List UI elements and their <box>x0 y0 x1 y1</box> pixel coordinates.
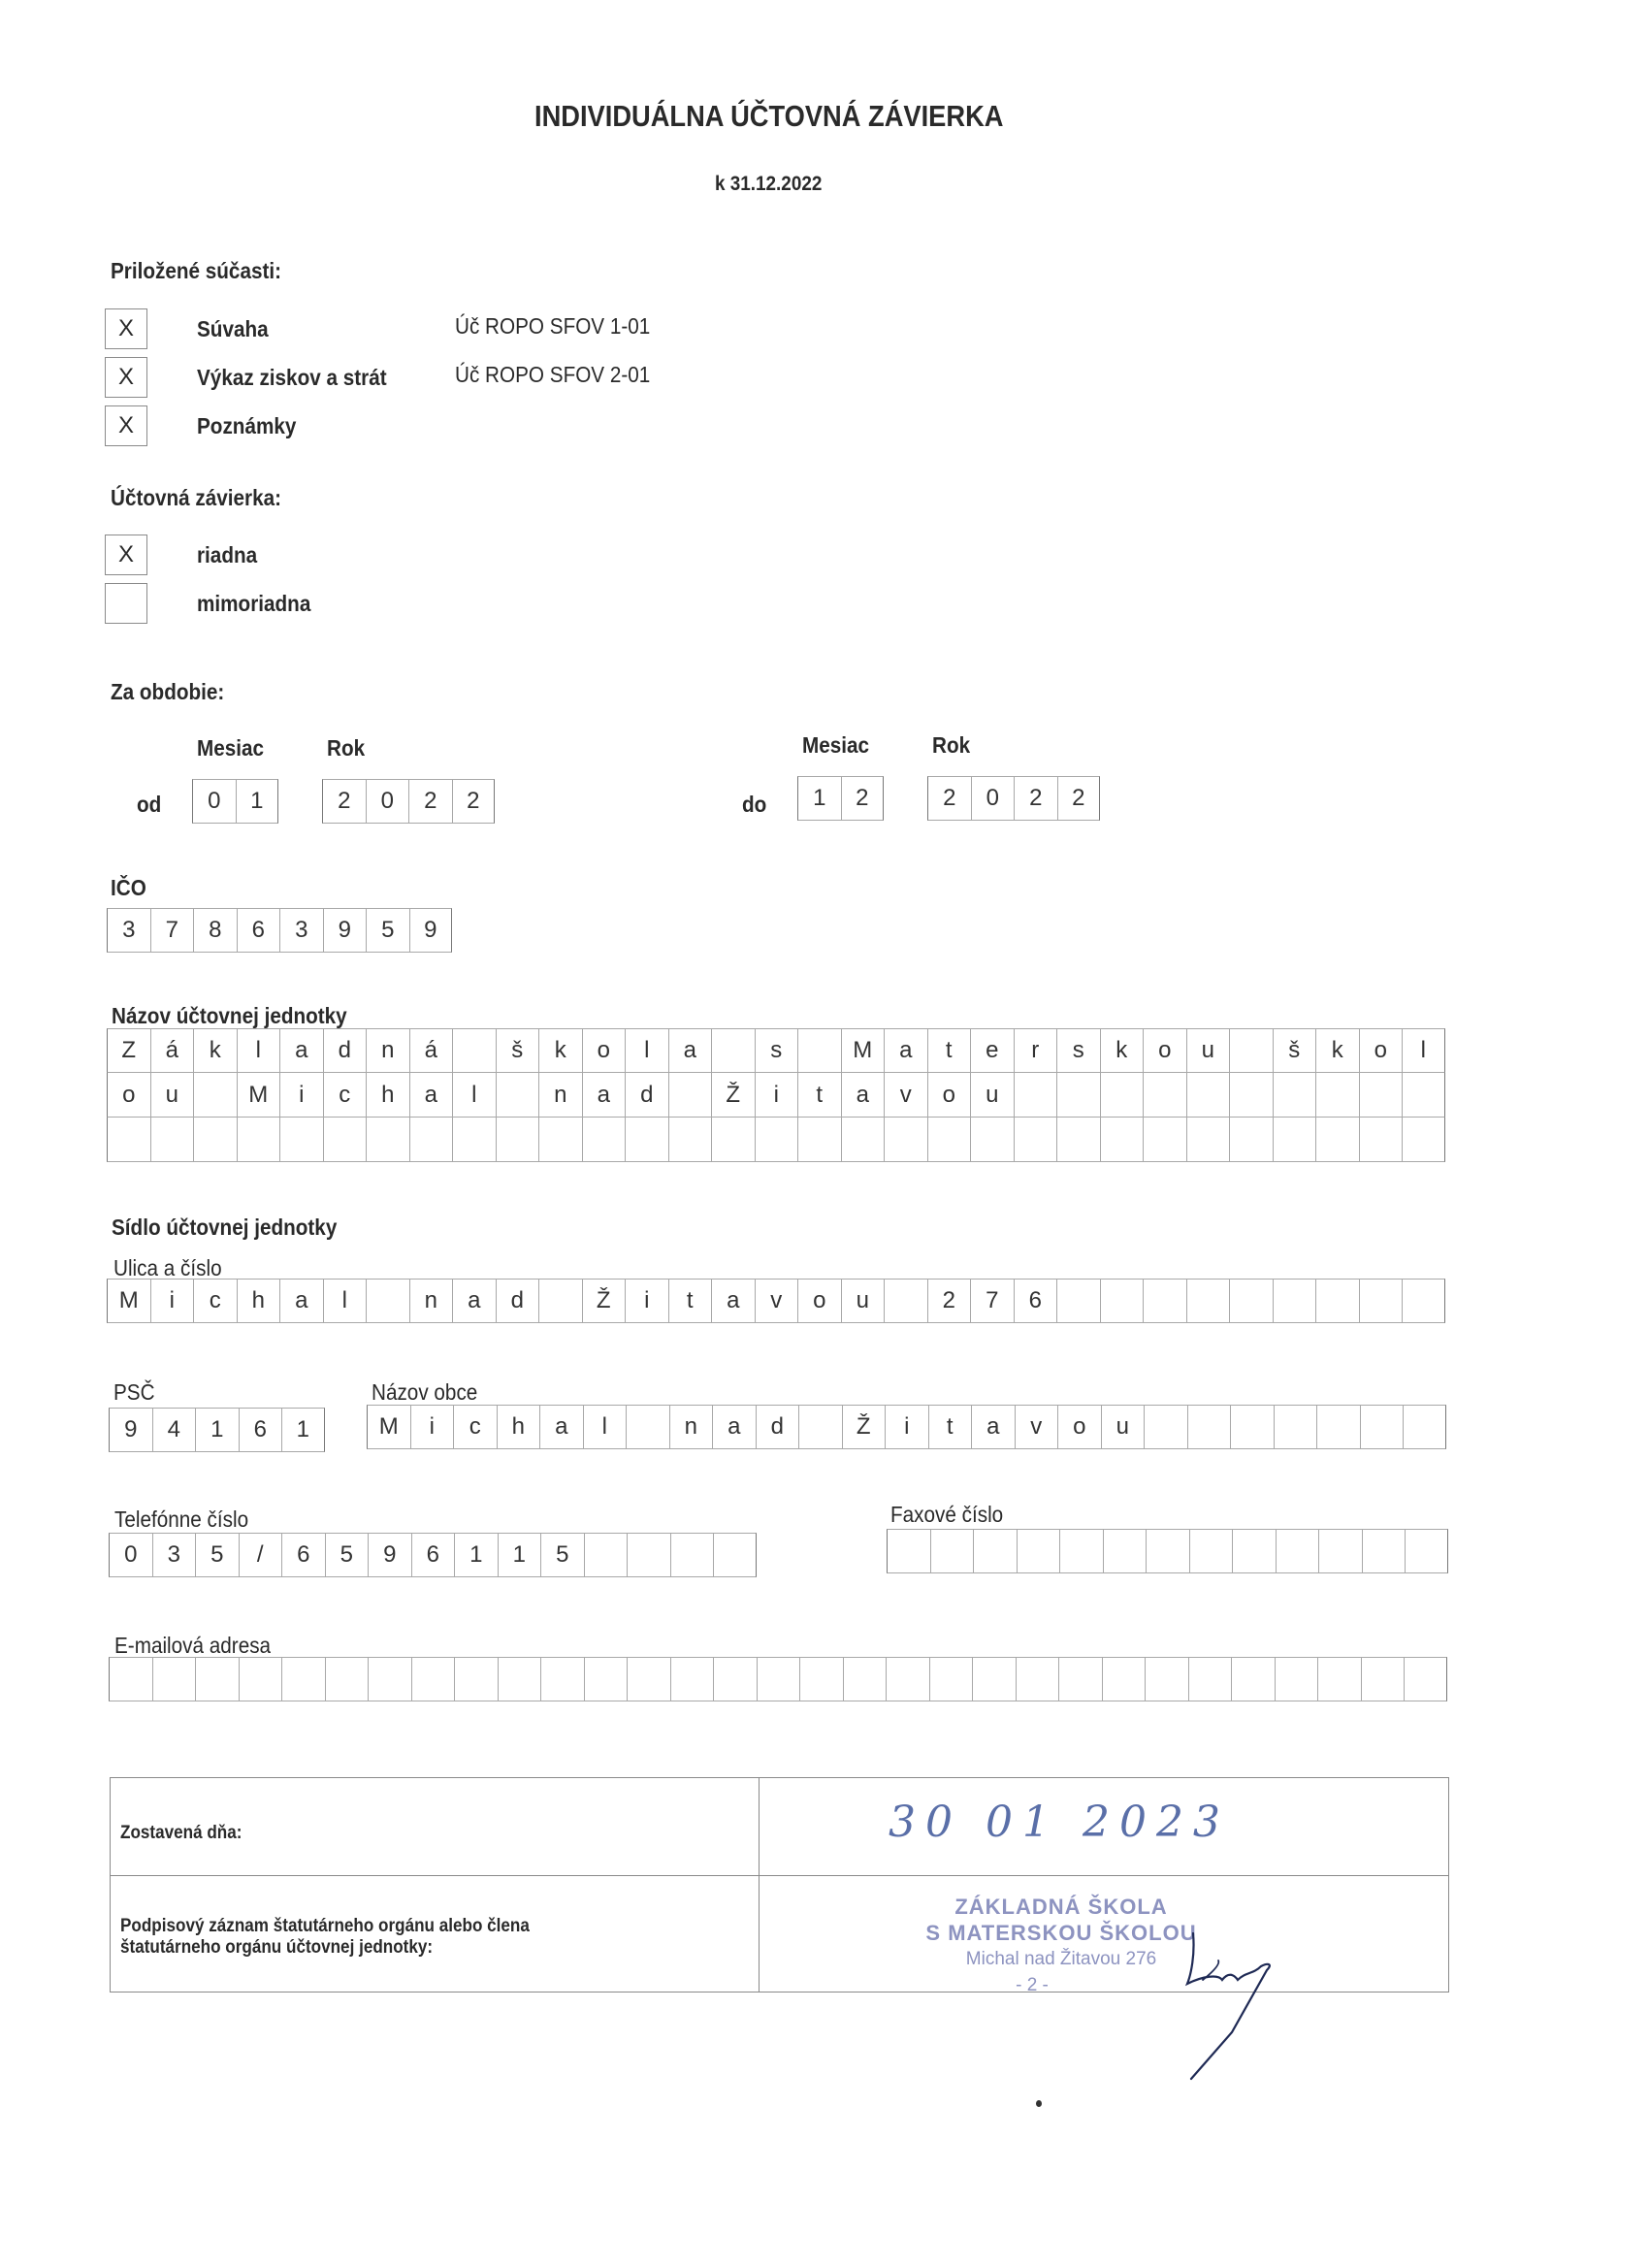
char-cell[interactable] <box>107 1118 150 1162</box>
char-cell[interactable]: a <box>711 1279 755 1323</box>
char-cell[interactable] <box>1273 1279 1316 1323</box>
char-cell[interactable] <box>368 1657 411 1701</box>
char-cell[interactable]: h <box>366 1073 409 1118</box>
char-cell[interactable] <box>1144 1405 1187 1449</box>
attachment-label-3: Poznámky <box>197 413 297 438</box>
char-cell[interactable] <box>1230 1405 1274 1449</box>
to-year-label: Rok <box>932 732 971 758</box>
char-cell[interactable] <box>1143 1279 1186 1323</box>
char-cell[interactable]: i <box>150 1279 194 1323</box>
char-cell[interactable] <box>1273 1118 1316 1162</box>
char-cell[interactable] <box>1359 1279 1403 1323</box>
period-to-label: do <box>742 792 767 817</box>
char-cell[interactable] <box>195 1657 239 1701</box>
char-cell[interactable]: Ž <box>582 1279 626 1323</box>
char-cell[interactable]: 1 <box>797 776 841 821</box>
char-cell[interactable] <box>713 1657 757 1701</box>
char-cell[interactable] <box>972 1657 1016 1701</box>
char-cell[interactable] <box>1229 1073 1273 1118</box>
char-cell[interactable]: v <box>884 1073 927 1118</box>
char-cell[interactable] <box>1315 1279 1359 1323</box>
char-cell[interactable]: a <box>841 1073 885 1118</box>
char-cell[interactable]: n <box>409 1279 453 1323</box>
char-cell[interactable]: a <box>712 1405 756 1449</box>
char-cell[interactable] <box>797 1118 841 1162</box>
char-cell[interactable] <box>1186 1279 1230 1323</box>
char-cell[interactable] <box>886 1657 929 1701</box>
char-cell[interactable] <box>411 1657 455 1701</box>
closing-type-label-1: riadna <box>197 542 258 567</box>
char-cell[interactable]: h <box>237 1279 280 1323</box>
compiled-date-label: Zostavená dňa: <box>120 1823 242 1843</box>
char-cell[interactable]: i <box>410 1405 454 1449</box>
handwritten-signature <box>1164 1916 1290 2090</box>
psc-label: PSČ <box>113 1379 155 1405</box>
char-cell[interactable] <box>109 1657 152 1701</box>
attachment-code-1: Úč ROPO SFOV 1-01 <box>455 313 651 339</box>
char-cell[interactable]: u <box>970 1073 1014 1118</box>
period-heading: Za obdobie: <box>111 679 225 704</box>
attachment-label-2: Výkaz ziskov a strát <box>197 365 387 390</box>
char-cell[interactable]: a <box>971 1405 1015 1449</box>
char-cell[interactable] <box>927 1118 971 1162</box>
char-cell[interactable] <box>884 1118 927 1162</box>
char-cell[interactable] <box>1017 1529 1060 1573</box>
char-cell[interactable] <box>970 1118 1014 1162</box>
char-cell[interactable]: M <box>237 1073 280 1118</box>
char-cell[interactable] <box>538 1279 582 1323</box>
char-cell[interactable]: k <box>538 1028 582 1073</box>
char-cell[interactable]: Ž <box>842 1405 886 1449</box>
char-cell[interactable] <box>538 1118 582 1162</box>
char-cell[interactable]: 9 <box>323 908 367 953</box>
char-cell[interactable]: 9 <box>409 908 453 953</box>
char-cell[interactable]: o <box>1143 1028 1186 1073</box>
signature-label: Podpisový záznam štatutárneho orgánu alebo člena štatutárneho orgánu účtovnej jednotky: <box>120 1916 530 1958</box>
char-cell[interactable]: 8 <box>193 908 237 953</box>
psc-field[interactable] <box>109 1408 325 1452</box>
document-date: k 31.12.2022 <box>715 173 823 195</box>
phone-label: Telefónne číslo <box>114 1507 249 1532</box>
char-cell[interactable]: 1 <box>498 1533 541 1577</box>
char-cell[interactable]: á <box>409 1028 453 1073</box>
char-cell[interactable] <box>1014 1118 1057 1162</box>
entity-name-row-3[interactable] <box>107 1118 1445 1162</box>
char-cell[interactable] <box>841 1118 885 1162</box>
char-cell[interactable] <box>1102 1657 1146 1701</box>
from-year-label: Rok <box>327 735 366 761</box>
char-cell[interactable]: 2 <box>841 776 885 821</box>
entity-name-label: Názov účtovnej jednotky <box>112 1003 347 1028</box>
char-cell[interactable] <box>930 1529 974 1573</box>
stamp-line-3: Michal nad Žitavou 276 <box>965 1949 1157 1969</box>
period-from-label: od <box>137 792 162 817</box>
char-cell[interactable]: 0 <box>971 776 1015 821</box>
char-cell[interactable]: a <box>452 1279 496 1323</box>
char-cell[interactable]: t <box>668 1279 712 1323</box>
char-cell[interactable]: 6 <box>1014 1279 1057 1323</box>
char-cell[interactable] <box>1232 1529 1276 1573</box>
char-cell[interactable] <box>409 1118 453 1162</box>
char-cell[interactable] <box>366 1279 409 1323</box>
char-cell[interactable] <box>540 1657 584 1701</box>
char-cell[interactable]: u <box>150 1073 194 1118</box>
char-cell[interactable] <box>799 1657 843 1701</box>
char-cell[interactable]: a <box>279 1279 323 1323</box>
char-cell[interactable]: l <box>625 1028 668 1073</box>
char-cell[interactable] <box>1188 1657 1232 1701</box>
char-cell[interactable]: u <box>841 1279 885 1323</box>
char-cell[interactable]: l <box>323 1279 367 1323</box>
fax-label: Faxové číslo <box>890 1502 1004 1527</box>
char-cell[interactable]: o <box>927 1073 971 1118</box>
char-cell[interactable] <box>1103 1529 1147 1573</box>
char-cell[interactable]: Ž <box>711 1073 755 1118</box>
char-cell[interactable] <box>887 1529 930 1573</box>
char-cell[interactable]: i <box>885 1405 928 1449</box>
char-cell[interactable]: t <box>927 1028 971 1073</box>
char-cell[interactable] <box>625 1118 668 1162</box>
char-cell[interactable]: i <box>625 1279 668 1323</box>
char-cell[interactable]: a <box>409 1073 453 1118</box>
char-cell[interactable]: 3 <box>107 908 150 953</box>
ico-field[interactable] <box>107 908 452 953</box>
char-cell[interactable]: c <box>193 1279 237 1323</box>
char-cell[interactable] <box>668 1118 712 1162</box>
char-cell[interactable] <box>670 1657 714 1701</box>
char-cell[interactable]: 0 <box>192 779 236 824</box>
attachment-checkbox-1[interactable]: X <box>105 308 147 349</box>
char-cell[interactable] <box>757 1657 800 1701</box>
char-cell[interactable] <box>584 1533 628 1577</box>
char-cell[interactable] <box>1146 1529 1189 1573</box>
char-cell[interactable] <box>1405 1529 1448 1573</box>
char-cell[interactable] <box>1186 1073 1230 1118</box>
char-cell[interactable]: o <box>582 1028 626 1073</box>
char-cell[interactable]: a <box>539 1405 583 1449</box>
char-cell[interactable]: 4 <box>152 1408 196 1452</box>
street-label: Ulica a číslo <box>113 1255 222 1280</box>
char-cell[interactable] <box>498 1657 541 1701</box>
char-cell[interactable] <box>711 1118 755 1162</box>
char-cell[interactable]: M <box>841 1028 885 1073</box>
char-cell[interactable]: 3 <box>279 908 323 953</box>
char-cell[interactable]: a <box>279 1028 323 1073</box>
char-cell[interactable] <box>711 1028 755 1073</box>
char-cell[interactable] <box>668 1073 712 1118</box>
char-cell[interactable]: 5 <box>325 1533 369 1577</box>
char-cell[interactable]: c <box>323 1073 367 1118</box>
char-cell[interactable] <box>237 1118 280 1162</box>
char-cell[interactable] <box>1014 1073 1057 1118</box>
char-cell[interactable] <box>1186 1118 1230 1162</box>
char-cell[interactable] <box>239 1657 282 1701</box>
char-cell[interactable] <box>454 1657 498 1701</box>
char-cell[interactable] <box>1100 1118 1144 1162</box>
char-cell[interactable] <box>1315 1118 1359 1162</box>
char-cell[interactable]: s <box>1056 1028 1100 1073</box>
to-year-field[interactable] <box>927 776 1100 821</box>
attachment-checkbox-3[interactable]: X <box>105 405 147 446</box>
char-cell[interactable]: k <box>193 1028 237 1073</box>
char-cell[interactable]: M <box>107 1279 150 1323</box>
char-cell[interactable] <box>1016 1657 1059 1701</box>
char-cell[interactable]: 2 <box>408 779 452 824</box>
char-cell[interactable] <box>150 1118 194 1162</box>
char-cell[interactable]: n <box>366 1028 409 1073</box>
char-cell[interactable] <box>1315 1073 1359 1118</box>
char-cell[interactable]: h <box>497 1405 540 1449</box>
char-cell[interactable]: 2 <box>322 779 366 824</box>
city-label: Názov obce <box>372 1379 478 1405</box>
char-cell[interactable]: k <box>1315 1028 1359 1073</box>
char-cell[interactable] <box>325 1657 369 1701</box>
char-cell[interactable]: 6 <box>411 1533 455 1577</box>
char-cell[interactable] <box>1275 1657 1318 1701</box>
char-cell[interactable]: l <box>1402 1028 1445 1073</box>
char-cell[interactable]: o <box>107 1073 150 1118</box>
seat-heading: Sídlo účtovnej jednotky <box>112 1215 338 1240</box>
char-cell[interactable]: / <box>239 1533 282 1577</box>
stamp-line-4: - 2 - <box>1016 1975 1049 1995</box>
char-cell[interactable]: 5 <box>540 1533 584 1577</box>
char-cell[interactable]: i <box>755 1073 798 1118</box>
char-cell[interactable]: 3 <box>152 1533 196 1577</box>
char-cell[interactable] <box>843 1657 887 1701</box>
char-cell[interactable]: a <box>668 1028 712 1073</box>
closing-type-heading: Účtovná závierka: <box>111 485 282 510</box>
char-cell[interactable]: M <box>367 1405 410 1449</box>
char-cell[interactable]: 6 <box>281 1533 325 1577</box>
to-month-field[interactable] <box>797 776 884 821</box>
char-cell[interactable] <box>1056 1279 1100 1323</box>
char-cell[interactable]: r <box>1014 1028 1057 1073</box>
char-cell[interactable]: 7 <box>970 1279 1014 1323</box>
char-cell[interactable] <box>627 1533 670 1577</box>
from-year-field[interactable] <box>322 779 495 824</box>
char-cell[interactable] <box>1229 1028 1273 1073</box>
stamp-line-1: ZÁKLADNÁ ŠKOLA <box>954 1895 1168 1919</box>
char-cell[interactable]: 6 <box>239 1408 282 1452</box>
char-cell[interactable] <box>582 1118 626 1162</box>
char-cell[interactable]: 9 <box>109 1408 152 1452</box>
char-cell[interactable]: 2 <box>1057 776 1101 821</box>
char-cell[interactable]: á <box>150 1028 194 1073</box>
attachment-checkbox-2[interactable]: X <box>105 357 147 398</box>
char-cell[interactable]: d <box>496 1279 539 1323</box>
char-cell[interactable] <box>884 1279 927 1323</box>
char-cell[interactable]: v <box>1015 1405 1058 1449</box>
char-cell[interactable]: 2 <box>927 1279 971 1323</box>
char-cell[interactable] <box>193 1118 237 1162</box>
stamp-line-2: S MATERSKOU ŠKOLOU <box>925 1921 1197 1945</box>
char-cell[interactable] <box>1273 1073 1316 1118</box>
char-cell[interactable] <box>1361 1657 1405 1701</box>
compiled-date-value[interactable]: 30 01 2023 <box>889 1798 1230 1847</box>
char-cell[interactable]: Z <box>107 1028 150 1073</box>
char-cell[interactable]: 0 <box>109 1533 152 1577</box>
char-cell[interactable] <box>281 1657 325 1701</box>
signature-table-row-divider <box>111 1875 1448 1876</box>
char-cell[interactable]: a <box>884 1028 927 1073</box>
char-cell[interactable] <box>1143 1073 1186 1118</box>
char-cell[interactable] <box>1056 1118 1100 1162</box>
char-cell[interactable] <box>627 1657 670 1701</box>
char-cell[interactable]: 1 <box>281 1408 325 1452</box>
char-cell[interactable] <box>1059 1529 1103 1573</box>
char-cell[interactable] <box>798 1405 842 1449</box>
char-cell[interactable] <box>1145 1657 1188 1701</box>
char-cell[interactable]: k <box>1100 1028 1144 1073</box>
char-cell[interactable]: 1 <box>195 1408 239 1452</box>
char-cell[interactable]: u <box>1186 1028 1230 1073</box>
entity-name-row-1[interactable] <box>107 1028 1445 1073</box>
signature-table-divider <box>759 1778 760 1992</box>
char-cell[interactable] <box>1359 1118 1403 1162</box>
char-cell[interactable] <box>1187 1405 1231 1449</box>
char-cell[interactable] <box>496 1118 539 1162</box>
char-cell[interactable] <box>1229 1118 1273 1162</box>
char-cell[interactable] <box>1404 1657 1447 1701</box>
char-cell[interactable] <box>452 1118 496 1162</box>
ico-label: IČO <box>111 875 146 900</box>
char-cell[interactable]: 1 <box>454 1533 498 1577</box>
char-cell[interactable] <box>1229 1279 1273 1323</box>
char-cell[interactable]: t <box>928 1405 972 1449</box>
fax-field[interactable] <box>887 1529 1448 1573</box>
char-cell[interactable] <box>1276 1529 1319 1573</box>
char-cell[interactable]: l <box>583 1405 627 1449</box>
char-cell[interactable] <box>1402 1279 1445 1323</box>
char-cell[interactable] <box>1317 1657 1361 1701</box>
char-cell[interactable] <box>1274 1405 1317 1449</box>
char-cell[interactable] <box>279 1118 323 1162</box>
char-cell[interactable]: n <box>538 1073 582 1118</box>
char-cell[interactable] <box>1058 1657 1102 1701</box>
ink-dot <box>1036 2100 1042 2107</box>
char-cell[interactable]: i <box>279 1073 323 1118</box>
closing-type-checkbox-1[interactable]: X <box>105 535 147 575</box>
char-cell[interactable] <box>152 1657 196 1701</box>
char-cell[interactable] <box>1360 1405 1404 1449</box>
char-cell[interactable] <box>755 1118 798 1162</box>
char-cell[interactable]: 2 <box>927 776 971 821</box>
char-cell[interactable] <box>323 1118 367 1162</box>
char-cell[interactable]: 2 <box>452 779 496 824</box>
from-month-label: Mesiac <box>197 735 265 761</box>
char-cell[interactable] <box>1056 1073 1100 1118</box>
email-label: E-mailová adresa <box>114 1633 272 1658</box>
email-field[interactable] <box>109 1657 1447 1701</box>
phone-field[interactable] <box>109 1533 757 1577</box>
char-cell[interactable] <box>1403 1405 1446 1449</box>
from-month-field[interactable] <box>192 779 278 824</box>
entity-name-row-2[interactable] <box>107 1073 1445 1118</box>
char-cell[interactable]: c <box>453 1405 497 1449</box>
char-cell[interactable] <box>670 1533 714 1577</box>
char-cell[interactable]: a <box>582 1073 626 1118</box>
char-cell[interactable]: š <box>496 1028 539 1073</box>
char-cell[interactable]: l <box>237 1028 280 1073</box>
char-cell[interactable]: d <box>323 1028 367 1073</box>
char-cell[interactable] <box>1100 1073 1144 1118</box>
char-cell[interactable] <box>1189 1529 1233 1573</box>
char-cell[interactable]: v <box>755 1279 798 1323</box>
char-cell[interactable] <box>929 1657 973 1701</box>
char-cell[interactable]: u <box>1101 1405 1145 1449</box>
char-cell[interactable]: 2 <box>1014 776 1057 821</box>
char-cell[interactable] <box>1316 1405 1360 1449</box>
char-cell[interactable] <box>1402 1073 1445 1118</box>
char-cell[interactable] <box>1100 1279 1144 1323</box>
char-cell[interactable] <box>496 1073 539 1118</box>
char-cell[interactable]: o <box>797 1279 841 1323</box>
char-cell[interactable]: 6 <box>237 908 280 953</box>
page-title: INDIVIDUÁLNA ÚČTOVNÁ ZÁVIERKA <box>534 99 1004 133</box>
char-cell[interactable]: l <box>452 1073 496 1118</box>
attachment-label-1: Súvaha <box>197 316 269 341</box>
char-cell[interactable] <box>452 1028 496 1073</box>
city-field[interactable] <box>367 1405 1446 1449</box>
char-cell[interactable]: 5 <box>195 1533 239 1577</box>
char-cell[interactable]: 7 <box>150 908 194 953</box>
char-cell[interactable] <box>1402 1118 1445 1162</box>
char-cell[interactable] <box>1231 1657 1275 1701</box>
char-cell[interactable]: š <box>1273 1028 1316 1073</box>
char-cell[interactable]: o <box>1359 1028 1403 1073</box>
char-cell[interactable]: 0 <box>366 779 409 824</box>
char-cell[interactable]: d <box>625 1073 668 1118</box>
char-cell[interactable]: s <box>755 1028 798 1073</box>
char-cell[interactable] <box>713 1533 757 1577</box>
char-cell[interactable]: 9 <box>368 1533 411 1577</box>
char-cell[interactable] <box>797 1028 841 1073</box>
char-cell[interactable] <box>584 1657 628 1701</box>
char-cell[interactable]: o <box>1057 1405 1101 1449</box>
char-cell[interactable] <box>1143 1118 1186 1162</box>
attachment-code-2: Úč ROPO SFOV 2-01 <box>455 362 651 387</box>
attachments-heading: Priložené súčasti: <box>111 258 282 283</box>
closing-type-checkbox-2[interactable] <box>105 583 147 624</box>
closing-type-label-2: mimoriadna <box>197 591 311 616</box>
char-cell[interactable]: 5 <box>366 908 409 953</box>
char-cell[interactable] <box>366 1118 409 1162</box>
char-cell[interactable] <box>1318 1529 1362 1573</box>
char-cell[interactable] <box>1359 1073 1403 1118</box>
char-cell[interactable] <box>626 1405 669 1449</box>
to-month-label: Mesiac <box>802 732 870 758</box>
char-cell[interactable]: d <box>756 1405 799 1449</box>
char-cell[interactable]: n <box>669 1405 713 1449</box>
char-cell[interactable]: 1 <box>236 779 279 824</box>
char-cell[interactable]: t <box>797 1073 841 1118</box>
street-field[interactable] <box>107 1279 1445 1323</box>
char-cell[interactable] <box>973 1529 1017 1573</box>
char-cell[interactable] <box>193 1073 237 1118</box>
char-cell[interactable] <box>1362 1529 1406 1573</box>
char-cell[interactable]: e <box>970 1028 1014 1073</box>
